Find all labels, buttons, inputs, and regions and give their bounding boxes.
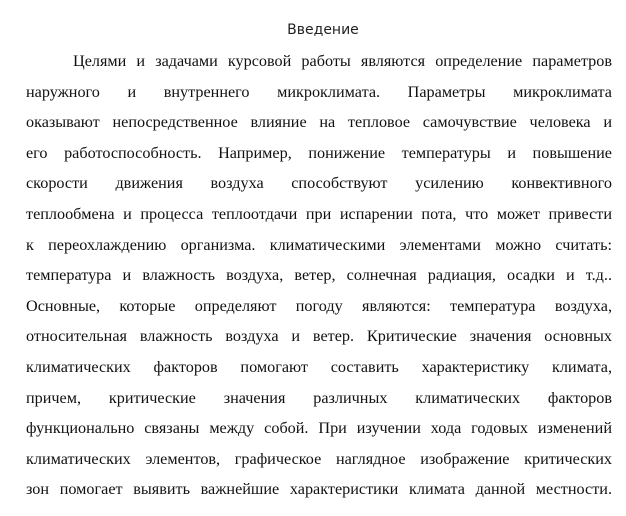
text-line: температура и влажность воздуха, ветер, солнечная радиация, осадки и т.д.. [26,266,612,285]
text-line: климатических факторов помогают составить характеристику климата, [26,357,612,376]
text-line: оказывают непосредственное влияние на тепловое самочувствие человека и [26,113,612,132]
text-line: наружного и внутреннего микроклимата. Параметры микроклимата [26,82,612,101]
text-line: причем, критические значения различных климатических факторов [26,388,612,407]
body-paragraph [26,46,612,505]
text-line: относительная влажность воздуха и ветер. Критические значения основных [26,327,612,346]
text-line: климатических элементов, графическое наглядное изображение критических [26,449,612,468]
text-line: зон помогает выявить важнейшие характеристики климата данной местности. [26,480,612,499]
text-line: функционально связаны между собой. При изучении хода годовых изменений [26,419,612,438]
text-line: его работоспособность. Например, понижение температуры и повышение [26,143,612,162]
text-line: теплообмена и процесса теплоотдачи при испарении пота, что может привести [26,204,612,223]
text-line: скорости движения воздуха способствуют усилению конвективного [26,174,612,193]
section-heading: Введение [287,22,359,38]
text-line: к переохлаждению организма. климатическими элементами можно считать: [26,235,612,254]
text-line: Основные, которые определяют погоду являются: температура воздуха, [26,296,612,315]
text-line: Целями и задачами курсовой работы являются определение параметров [73,52,612,70]
